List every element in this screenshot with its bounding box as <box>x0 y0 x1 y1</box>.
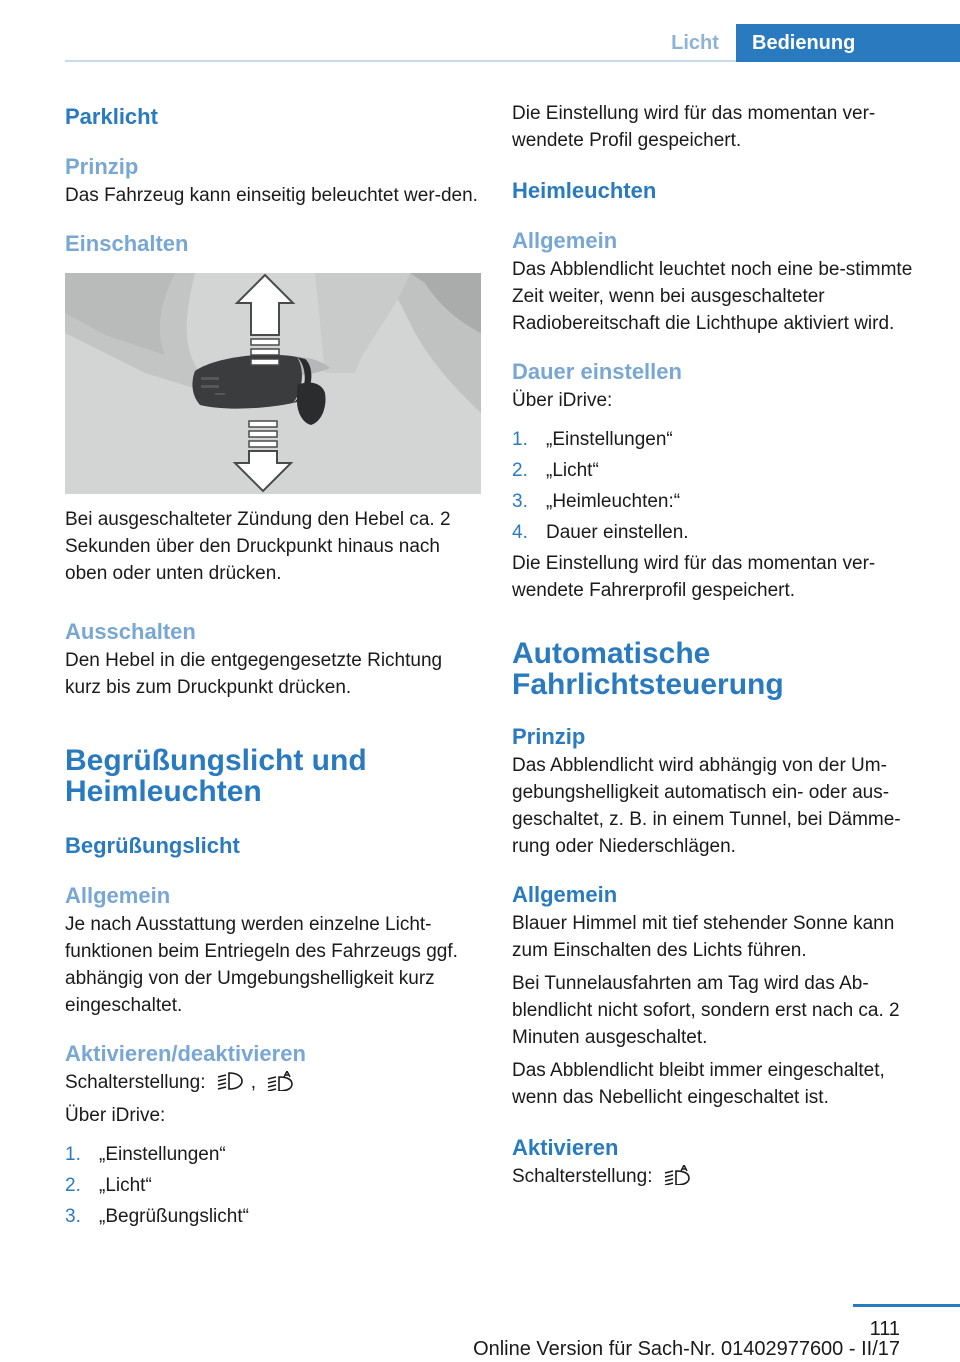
low-beam-icon <box>216 1071 246 1091</box>
heading-allgemein-2: Allgemein <box>512 882 618 907</box>
online-version-text: Online Version für Sach-Nr. 01402977600 - II/17 <box>473 1338 900 1360</box>
switch-label: Schalterstellung: <box>65 1072 206 1093</box>
list-number: 2. <box>512 460 528 481</box>
section-title <box>65 745 483 807</box>
list-item <box>512 424 930 455</box>
idrive-label: Über iDrive: <box>65 1105 166 1126</box>
heading-aktivieren: Aktivieren <box>512 1135 619 1160</box>
list-number: 4. <box>512 522 528 543</box>
heimleuchten-steps <box>512 424 930 548</box>
list-text: „Begrüßungslicht“ <box>99 1206 249 1227</box>
auto-allgemein-p3: Das Abblendlicht bleibt immer eingeschaltet, wenn das Nebellicht eingeschaltet ist. <box>512 1060 885 1108</box>
heading-allgemein: Allgemein <box>65 883 171 908</box>
heim-allgemein-text: Das Abblendlicht leuchtet noch eine be-stimmte Zeit weiter, wenn bei ausgeschalteter Radiobereitschaft die Lichthupe aktiviert wird. <box>512 259 913 334</box>
idrive-label: Über iDrive: <box>512 390 613 411</box>
list-number: 2. <box>65 1175 81 1196</box>
lever-figure <box>65 273 483 494</box>
list-item <box>65 1170 483 1201</box>
heading-allgemein: Allgemein <box>512 228 618 253</box>
heading-prinzip: Prinzip <box>65 154 139 179</box>
right-column <box>512 100 930 1190</box>
section-title-line2: Heimleuchten <box>65 775 262 808</box>
auto-title-line2: Fahrlichtsteuerung <box>512 668 784 701</box>
list-item <box>65 1201 483 1232</box>
list-item <box>512 517 930 548</box>
list-item <box>65 1139 483 1170</box>
dauer-after-text: Die Einstellung wird für das momentan ver-wendete Fahrerprofil gespeichert. <box>512 553 876 601</box>
heading-dauer-einstellen: Dauer einstellen <box>512 359 682 384</box>
footer-rule <box>853 1304 960 1307</box>
switch-separator: , <box>250 1072 257 1093</box>
lever-illustration <box>65 273 481 494</box>
left-column <box>65 100 483 1232</box>
figure-caption: Bei ausgeschalteter Zündung den Hebel ca. 2 Sekunden über den Druckpunkt hinaus nach oben oder unten drücken. <box>65 509 451 584</box>
list-number: 3. <box>65 1206 81 1227</box>
tab-licht[interactable]: Licht <box>671 32 719 54</box>
list-item <box>512 486 930 517</box>
auto-title-line1: Automatische <box>512 637 711 670</box>
heading-parklicht: Parklicht <box>65 104 158 129</box>
section-title-line1: Begrüßungslicht und <box>65 744 367 777</box>
heading-einschalten: Einschalten <box>65 231 189 256</box>
heading-begruessungslicht: Begrüßungslicht <box>65 833 240 858</box>
auto-switch-line <box>512 1163 930 1190</box>
allgemein-text: Je nach Ausstattung werden einzelne Licht-funktionen beim Entriegeln des Fahrzeugs ggf. abhängig von der Umgebungshelligkeit kurz eingeschaltet. <box>65 914 458 1016</box>
list-text: Dauer einstellen. <box>546 522 689 543</box>
switch-position-line <box>65 1069 483 1096</box>
heading-prinzip: Prinzip <box>512 724 586 749</box>
auto-light-icon <box>266 1071 296 1091</box>
list-number: 1. <box>512 429 528 450</box>
auto-allgemein-p1: Blauer Himmel mit tief stehender Sonne kann zum Einschalten des Lichts führen. <box>512 913 895 961</box>
list-text: „Einstellungen“ <box>546 429 673 450</box>
list-text: „Einstellungen“ <box>99 1144 226 1165</box>
list-number: 1. <box>65 1144 81 1165</box>
auto-allgemein-p2: Bei Tunnelausfahrten am Tag wird das Ab-blendlicht nicht sofort, sondern erst nach ca. 2 Minuten ausgeschaltet. <box>512 973 900 1048</box>
auto-prinzip-text: Das Abblendlicht wird abhängig von der Um-gebungshelligkeit automatisch ein- oder aus-geschaltet, z. B. in einem Tunnel, bei Dämme-rung oder Niederschlägen. <box>512 755 901 857</box>
heading-heimleuchten: Heimleuchten <box>512 178 657 203</box>
page-number: 111 <box>869 1318 900 1340</box>
section-title-automatik <box>512 638 930 700</box>
begruessung-steps <box>65 1139 483 1232</box>
tab-bedienung[interactable]: Bedienung <box>736 24 960 62</box>
list-text: „Licht“ <box>546 460 599 481</box>
list-text: „Licht“ <box>99 1175 152 1196</box>
heading-aktivieren-deaktivieren: Aktivieren/deaktivieren <box>65 1041 306 1066</box>
prinzip-text: Das Fahrzeug kann einseitig beleuchtet wer-den. <box>65 185 478 206</box>
switch-label: Schalterstellung: <box>512 1166 653 1187</box>
intro-text: Die Einstellung wird für das momentan ver-wendete Profil gespeichert. <box>512 103 876 151</box>
list-item <box>512 455 930 486</box>
ausschalten-text: Den Hebel in die entgegengesetzte Richtung kurz bis zum Druckpunkt drücken. <box>65 650 443 698</box>
list-text: „Heimleuchten:“ <box>546 491 681 512</box>
list-number: 3. <box>512 491 528 512</box>
auto-light-icon <box>663 1165 693 1185</box>
heading-ausschalten: Ausschalten <box>65 619 196 644</box>
